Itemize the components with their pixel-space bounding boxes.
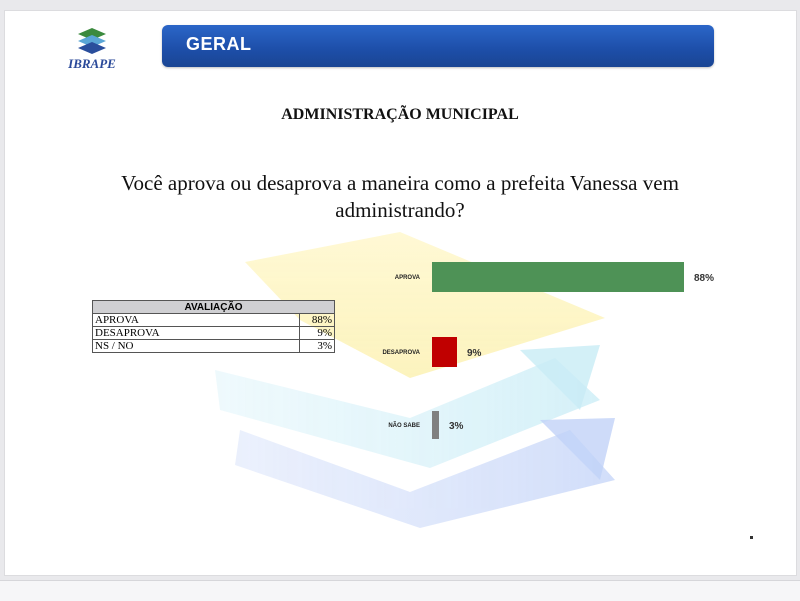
table-cell-value: 3% — [300, 340, 335, 353]
table-header: AVALIAÇÃO — [93, 301, 335, 314]
evaluation-table — [92, 300, 335, 353]
table-row — [93, 340, 335, 353]
table-cell-value: 88% — [300, 314, 335, 327]
value-label: 3% — [449, 421, 464, 432]
table-row — [93, 327, 335, 340]
table-header-row — [93, 301, 335, 314]
value-label: 9% — [467, 348, 482, 359]
category-label: APROVA — [394, 275, 420, 281]
table-cell-value: 9% — [300, 327, 335, 340]
bar-1 — [432, 262, 684, 292]
category-label: NÃO SABE — [388, 423, 420, 429]
table-cell-label: APROVA — [93, 314, 300, 327]
value-label: 88% — [694, 273, 715, 284]
table-row — [93, 314, 335, 327]
table-cell-label: DESAPROVA — [93, 327, 300, 340]
category-label: DESAPROVA — [382, 350, 420, 356]
logo-text: IBRAPE — [68, 56, 116, 71]
bar-2 — [432, 337, 457, 367]
survey-question: Você aprova ou desaprova a maneira como a prefeita Vanessa vem administrando? — [121, 171, 679, 222]
table-cell-label: NS / NO — [93, 340, 300, 353]
bar-3 — [432, 411, 439, 439]
section-title: ADMINISTRAÇÃO MUNICIPAL — [281, 106, 519, 123]
stray-dot — [750, 536, 753, 539]
header-title: GERAL — [186, 34, 252, 54]
